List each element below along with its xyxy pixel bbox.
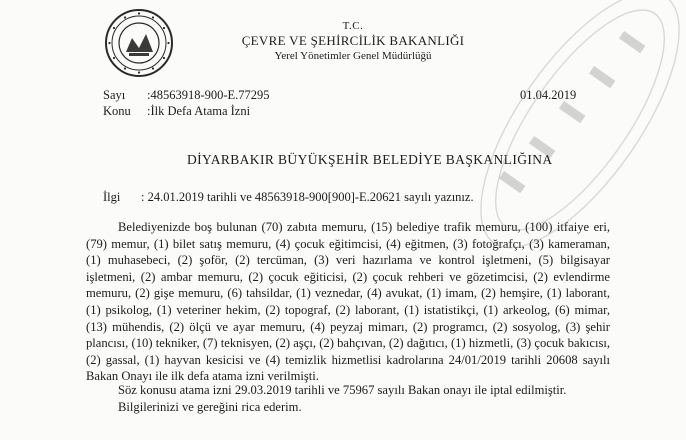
letterhead-department: Yerel Yönetimler Genel Müdürlüğü bbox=[274, 50, 432, 62]
letterhead bbox=[218, 20, 488, 62]
sayi-value: :48563918-900-E.77295 bbox=[147, 88, 270, 102]
letterhead-ministry: ÇEVRE VE ŞEHİRCİLİK BAKANLIĞI bbox=[241, 33, 465, 48]
reference-line bbox=[103, 190, 474, 205]
body-paragraph-2: Söz konusu atama izni 29.03.2019 tarihli ve 75967 sayılı Bakan onayı ile iptal edilmiştir. bbox=[118, 383, 567, 397]
ministry-seal-icon bbox=[104, 8, 174, 78]
subject-line bbox=[103, 104, 250, 119]
konu-value: :İlk Defa Atama İzni bbox=[147, 104, 251, 118]
body-paragraph-1: Belediyenizde boş bulunan (70) zabıta memuru, (15) belediye trafik memuru, (100) itfaiye eri, (79) memur, (1) bilet satış memuru, (4) çocuk eğitimcisi, (4) eğitmen, (3) fotoğrafçı, (3) kameraman, (1) muhasebeci, (2) şoför, (2) tercüman, (3) veri hazırlama ve kontrol işletmeni, (5) bilgisayar işletmeni, (2) ambar memuru, (2) çocuk eğiticisi, (2) çocuk rehberi ve gözetimcisi, (2) evlendirme memuru, (2) gişe memuru, (6) tahsildar, (1) veznedar, (4) avukat, (1) imam, (2) hemşire, (1) laborant, (1) psikolog, (1) veteriner hekim, (2) topograf, (2) laborant, (1) istatistikçi, (1) arkeolog, (6) mimar, (13) mühendis, (2) ölçü ve ayar memuru, (4) peyzaj mimarı, (2) programcı, (2) sosyolog, (3) şehir plancısı, (10) tekniker, (7) teknisyen, (2) aşçı, (2) bahçıvan, (2) dağıtıcı, (1) hizmetli, (3) çocuk bakıcısı, (2) gassal, (1) hayvan kesicisi ve (4) temizlik hizmetlisi kadrolarına 24/01/2019 tarihli 20608 sayılı Bakan Onayı ile ilk defa atama izni verilmişti. bbox=[86, 220, 610, 384]
recipient-title: DİYARBAKIR BÜYÜKŞEHİR BELEDİYE BAŞKANLIĞINA bbox=[187, 152, 553, 167]
ilgi-label: İlgi bbox=[103, 190, 121, 204]
reference-number bbox=[103, 88, 270, 103]
sayi-label: Sayı bbox=[103, 88, 126, 102]
konu-label: Konu bbox=[103, 104, 131, 118]
ilgi-value: : 24.01.2019 tarihli ve 48563918-900[900]-E.20621 sayılı yazınız. bbox=[141, 190, 474, 204]
body-paragraph-3: Bilgilerinizi ve gereğini rica ederim. bbox=[118, 400, 302, 414]
letterhead-tc: T.C. bbox=[342, 20, 364, 32]
document-date: 01.04.2019 bbox=[520, 88, 577, 102]
